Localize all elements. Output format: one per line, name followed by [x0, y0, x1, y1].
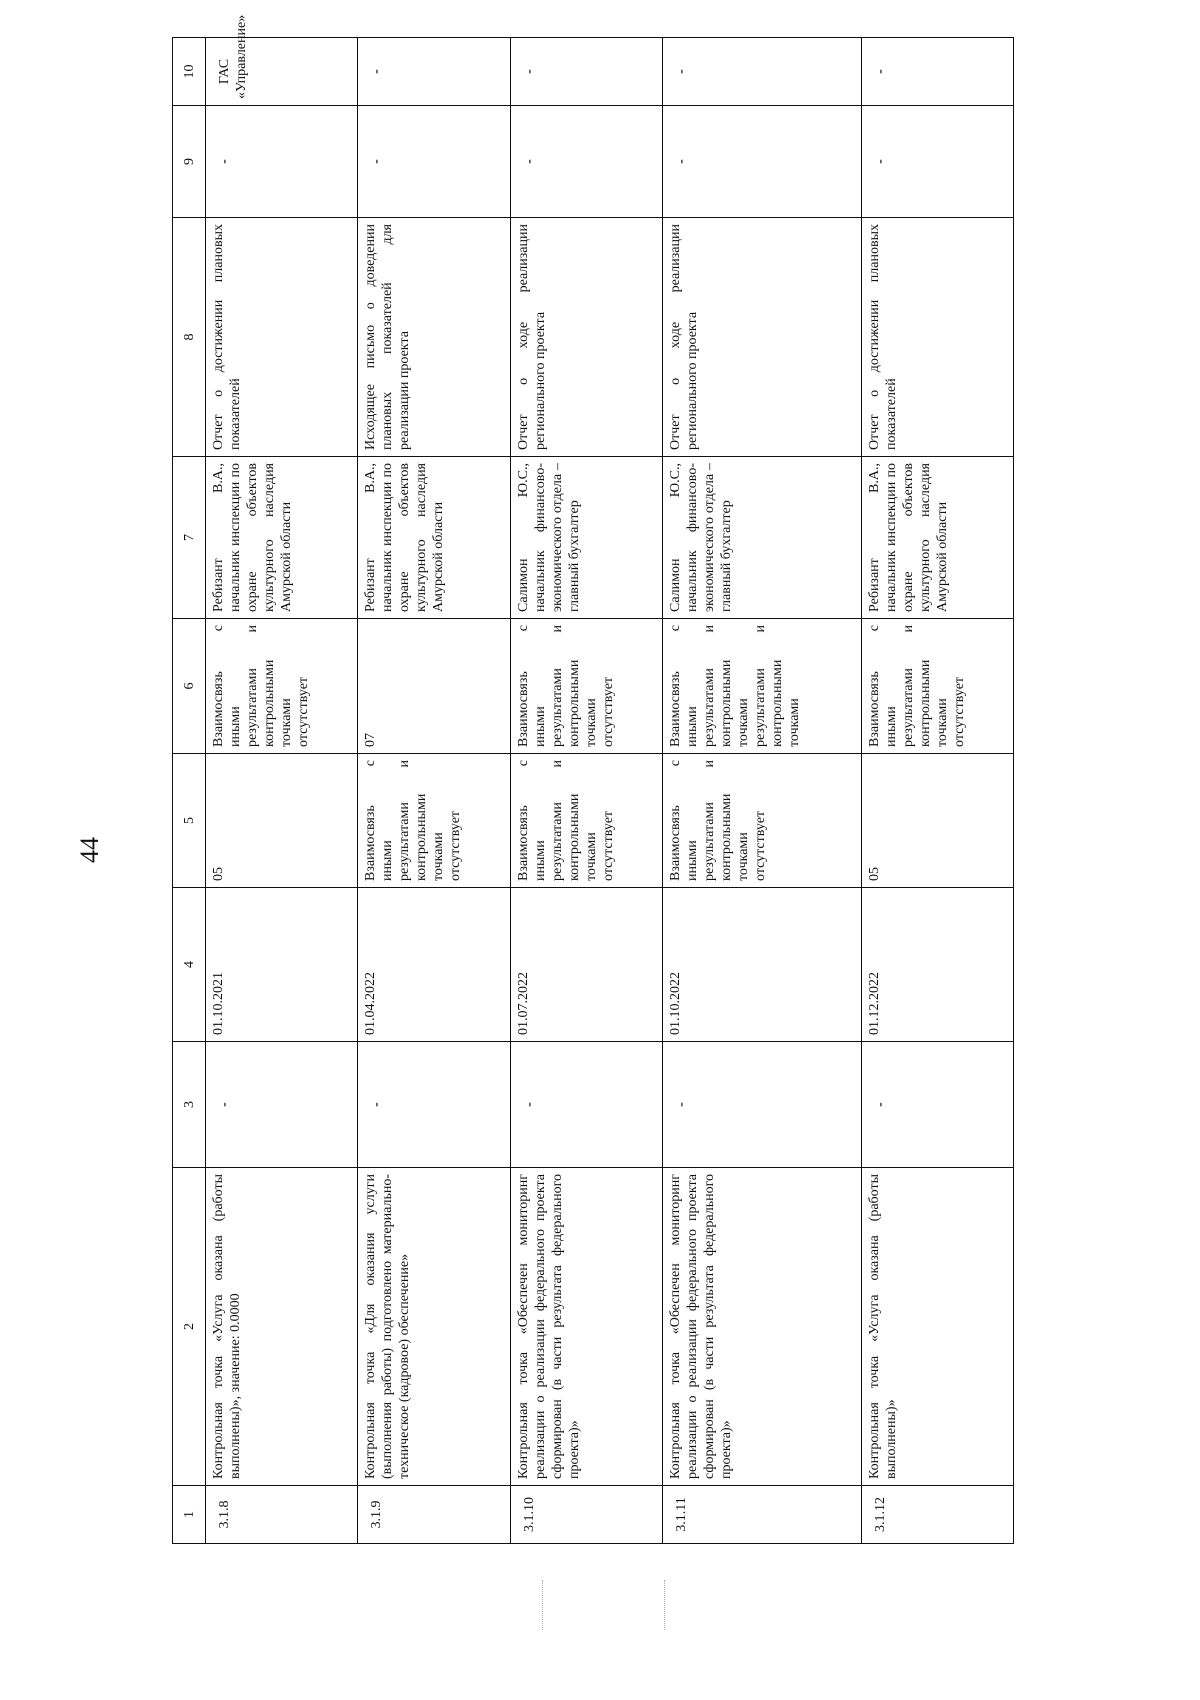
responsible-cell: Ребизант В.А., начальник инспекции по охране объектов культурного наследия Амурской области: [861, 457, 1013, 619]
cell-col-9: -: [662, 106, 861, 218]
successor-cell: Взаимосвязь с иными результатами и контрольными точками отсутствует: [510, 619, 662, 754]
table-row: [662, 38, 861, 1544]
responsible-cell: Салимон Ю.С., начальник финансово-экономического отдела – главный бухгалтер: [510, 457, 662, 619]
header-col-4: 4: [173, 888, 206, 1042]
control-point-name: Контрольная точка «Услуга оказана (работы выполнены)», значение: 0.0000: [206, 1168, 358, 1486]
scan-artifact: [664, 1580, 668, 1630]
page-number-text: 44: [75, 837, 104, 863]
control-point-name: Контрольная точка «Услуга оказана (работы выполнены)»: [861, 1168, 1013, 1486]
date-cell: 01.12.2022: [861, 888, 1013, 1042]
document-cell: Отчет о ходе реализации регионального проекта: [662, 218, 861, 457]
row-number: 3.1.8: [206, 1486, 358, 1544]
responsible-cell: Ребизант В.А., начальник инспекции по охране объектов культурного наследия Амурской области: [206, 457, 358, 619]
cell-col-3: -: [358, 1042, 510, 1168]
table-wrapper: [172, 14, 1014, 1544]
header-col-6: 6: [173, 619, 206, 754]
date-cell: 01.07.2022: [510, 888, 662, 1042]
control-point-name: Контрольная точка «Обеспечен мониторинг реализации о реализации федерального проекта сформирован (в части результата федерального проекта)»: [662, 1168, 861, 1486]
document-cell: Отчет о достижении плановых показателей: [206, 218, 358, 457]
successor-cell: Взаимосвязь с иными результатами и контрольными точками отсутствует: [861, 619, 1013, 754]
responsible-cell: Ребизант В.А., начальник инспекции по охране объектов культурного наследия Амурской области: [358, 457, 510, 619]
table-row: [358, 38, 510, 1544]
document-cell: Исходящее письмо о доведении плановых показателей для реализации проекта: [358, 218, 510, 457]
info-system-cell: -: [358, 38, 510, 106]
row-number: 3.1.10: [510, 1486, 662, 1544]
control-point-name: Контрольная точка «Для оказания услуги (выполнения работы) подготовлено материально-техническое (кадровое) обеспечение»: [358, 1168, 510, 1486]
header-col-5: 5: [173, 754, 206, 888]
row-number: 3.1.9: [358, 1486, 510, 1544]
predecessor-cell: 05: [206, 754, 358, 888]
cell-col-3: -: [206, 1042, 358, 1168]
cell-col-3: -: [510, 1042, 662, 1168]
cell-col-3: -: [662, 1042, 861, 1168]
header-col-7: 7: [173, 457, 206, 619]
cell-col-9: -: [861, 106, 1013, 218]
date-cell: 01.10.2022: [662, 888, 861, 1042]
header-col-8: 8: [173, 218, 206, 457]
table-row: [206, 38, 358, 1544]
predecessor-cell: 05: [861, 754, 1013, 888]
header-row: [173, 38, 206, 1544]
row-number: 3.1.11: [662, 1486, 861, 1544]
header-col-9: 9: [173, 106, 206, 218]
control-point-name: Контрольная точка «Обеспечен мониторинг реализации о реализации федерального проекта сформирован (в части результата федерального проекта)»: [510, 1168, 662, 1486]
document-cell: Отчет о достижении плановых показателей: [861, 218, 1013, 457]
date-cell: 01.04.2022: [358, 888, 510, 1042]
info-system-cell: ГАС «Управление»: [206, 38, 358, 106]
predecessor-cell: Взаимосвязь с иными результатами и контрольными точками отсутствует: [510, 754, 662, 888]
predecessor-cell: Взаимосвязь с иными результатами и контрольными точками отсутствует: [662, 754, 861, 888]
responsible-cell: Салимон Ю.С., начальник финансово-экономического отдела – главный бухгалтер: [662, 457, 861, 619]
header-col-2: 2: [173, 1168, 206, 1486]
date-cell: 01.10.2021: [206, 888, 358, 1042]
header-col-10: 10: [173, 38, 206, 106]
cell-col-9: -: [358, 106, 510, 218]
cell-col-3: -: [861, 1042, 1013, 1168]
predecessor-cell: Взаимосвязь с иными результатами и контрольными точками отсутствует: [358, 754, 510, 888]
control-points-table: [172, 14, 1014, 1544]
cell-col-9: -: [206, 106, 358, 218]
header-col-3: 3: [173, 1042, 206, 1168]
document-cell: Отчет о ходе реализации регионального проекта: [510, 218, 662, 457]
table-row: [510, 38, 662, 1544]
scan-artifact: [542, 1580, 546, 1630]
rotated-table-container: [172, 14, 1014, 1544]
table-row: [861, 38, 1013, 1544]
header-col-1: 1: [173, 1486, 206, 1544]
page-number: [75, 30, 104, 1670]
successor-cell: Взаимосвязь с иными результатами и контрольными точками результатами и контрольными точками: [662, 619, 861, 754]
info-system-cell: -: [510, 38, 662, 106]
info-system-cell: -: [662, 38, 861, 106]
successor-cell: Взаимосвязь с иными результатами и контрольными точками отсутствует: [206, 619, 358, 754]
successor-cell: 07: [358, 619, 510, 754]
row-number: 3.1.12: [861, 1486, 1013, 1544]
info-system-cell: -: [861, 38, 1013, 106]
cell-col-9: -: [510, 106, 662, 218]
